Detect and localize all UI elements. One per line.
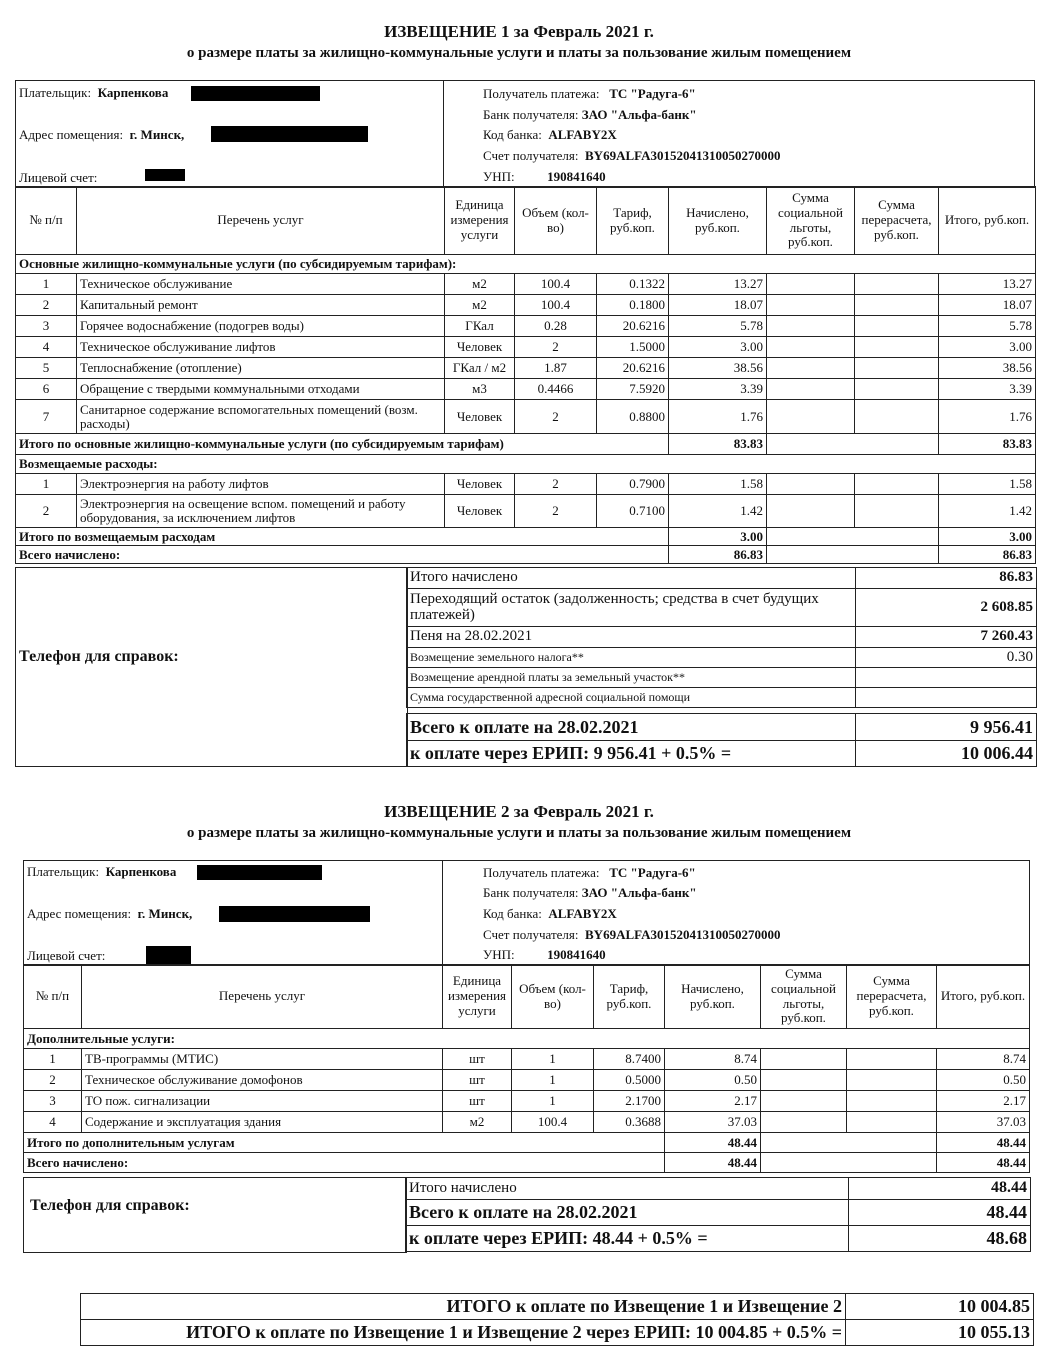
grand-total-row (16, 546, 1036, 564)
service-tariff: 7.5920 (597, 379, 669, 400)
col-header: Начислено, руб.коп. (669, 187, 767, 255)
service-unit: шт (443, 1070, 512, 1091)
service-tariff: 0.5000 (594, 1070, 665, 1091)
service-row (16, 316, 1036, 337)
erip-due-label: к оплате через ЕРИП: 48.44 + 0.5% = (406, 1226, 849, 1252)
col-header: Тариф, руб.коп. (594, 965, 665, 1029)
summary-label: Сумма государственной адресной социальной помощи (407, 688, 856, 708)
recipient-field: Получатель платежа: ТС "Радуга-6" (483, 86, 696, 101)
grand-total-row (24, 1153, 1030, 1173)
row-number: 1 (16, 274, 77, 295)
subtotal-accrued: 48.44 (665, 1133, 761, 1153)
summary-value: 48.44 (849, 1178, 1031, 1200)
service-total: 3.39 (939, 379, 1036, 400)
col-header: Единица измерения услуги (445, 187, 515, 255)
col-header: № п/п (24, 965, 82, 1029)
col-header: Сумма социальной льготы, руб.коп. (761, 965, 847, 1029)
row-number: 3 (24, 1091, 82, 1112)
service-total: 13.27 (939, 274, 1036, 295)
grand-total-value: 48.44 (937, 1153, 1030, 1173)
notice1-title: ИЗВЕЩЕНИЕ 1 за Февраль 2021 г. (384, 22, 654, 41)
subtotal-total: 83.83 (939, 434, 1036, 455)
service-row (16, 274, 1036, 295)
summary-value: 7 260.43 (856, 627, 1037, 648)
service-volume: 1.87 (515, 358, 597, 379)
row-number: 2 (16, 495, 77, 528)
phone-label: Телефон для справок: (19, 648, 179, 665)
service-name: Техническое обслуживание домофонов (82, 1070, 443, 1091)
combined-erip-label: ИТОГО к оплате по Извещение 1 и Извещение 2 через ЕРИП: 10 004.85 + 0.5% = (81, 1320, 846, 1346)
service-accrued: 3.39 (669, 379, 767, 400)
subtotal-row (24, 1133, 1030, 1153)
service-accrued: 13.27 (669, 274, 767, 295)
total-due-value: 48.44 (849, 1200, 1031, 1226)
bank-field: Банк получателя: ЗАО "Альфа-банк" (483, 885, 697, 900)
service-total: 38.56 (939, 358, 1036, 379)
notice2-subtitle: о размере платы за жилищно-коммунальные услуги и платы за пользование жилым помещением (186, 825, 852, 841)
service-name: ТВ-программы (МТИС) (82, 1049, 443, 1070)
subtotal-row (16, 528, 1036, 546)
service-accrued: 0.50 (665, 1070, 761, 1091)
service-accrued: 5.78 (669, 316, 767, 337)
service-unit: Человек (445, 474, 515, 495)
service-accrued: 37.03 (665, 1112, 761, 1133)
redacted-address (219, 906, 370, 922)
notice1-services-table (15, 186, 1036, 564)
table-header-row (24, 965, 1030, 1029)
col-header: Перечень услуг (82, 965, 443, 1029)
service-name: Теплоснабжение (отопление) (77, 358, 445, 379)
service-tariff: 0.7900 (597, 474, 669, 495)
service-name: Электроэнергия на работу лифтов (77, 474, 445, 495)
service-unit: Человек (445, 337, 515, 358)
service-row (16, 400, 1036, 434)
row-number: 4 (24, 1112, 82, 1133)
service-unit: ГКал (445, 316, 515, 337)
grand-total-accrued: 86.83 (669, 546, 767, 564)
total-due-value: 9 956.41 (856, 714, 1037, 741)
summary-label: Возмещение арендной платы за земельный участок** (407, 668, 856, 688)
service-total: 0.50 (937, 1070, 1030, 1091)
service-tariff: 0.1800 (597, 295, 669, 316)
service-name: Санитарное содержание вспомогательных помещений (возм. расходы) (77, 400, 445, 434)
bank-field: Банк получателя: ЗАО "Альфа-банк" (483, 107, 697, 122)
summary-label: Итого начислено (406, 1178, 849, 1200)
service-total: 18.07 (939, 295, 1036, 316)
notice1-header-divider (443, 80, 444, 186)
unp-field: УНП: 190841640 (483, 947, 606, 962)
notice2-header-divider (442, 860, 443, 964)
service-row (24, 1049, 1030, 1070)
service-name: Техническое обслуживание лифтов (77, 337, 445, 358)
bank-code-field: Код банка: ALFABY2X (483, 127, 617, 142)
redacted-address (211, 126, 368, 142)
service-volume: 1 (512, 1091, 594, 1112)
service-tariff: 1.5000 (597, 337, 669, 358)
table-header-row (16, 187, 1036, 255)
service-row (16, 379, 1036, 400)
service-volume: 2 (515, 400, 597, 434)
row-number: 1 (24, 1049, 82, 1070)
subtotal-label: Итого по дополнительным услугам (24, 1133, 665, 1153)
service-tariff: 8.7400 (594, 1049, 665, 1070)
service-tariff: 0.1322 (597, 274, 669, 295)
service-volume: 100.4 (515, 295, 597, 316)
payer-field: Плательщик: Карпенкова (19, 85, 169, 100)
service-volume: 0.4466 (515, 379, 597, 400)
summary-label: Пеня на 28.02.2021 (407, 627, 856, 648)
service-unit: шт (443, 1091, 512, 1112)
notice1-payment-table (406, 713, 1037, 767)
service-name: Электроэнергия на освещение вспом. помещений и работу оборудования, за исключением лифтов (77, 495, 445, 528)
service-tariff: 0.8800 (597, 400, 669, 434)
total-due-label: Всего к оплате на 28.02.2021 (406, 1200, 849, 1226)
service-accrued: 1.76 (669, 400, 767, 434)
section-heading: Основные жилищно-коммунальные услуги (по субсидируемым тарифам): (16, 255, 1036, 274)
service-total: 8.74 (937, 1049, 1030, 1070)
combined-totals-table (80, 1293, 1034, 1346)
col-header: Итого, руб.коп. (937, 965, 1030, 1029)
service-accrued: 1.58 (669, 474, 767, 495)
col-header: Сумма социальной льготы, руб.коп. (767, 187, 855, 255)
service-tariff: 20.6216 (597, 358, 669, 379)
service-accrued: 38.56 (669, 358, 767, 379)
row-number: 5 (16, 358, 77, 379)
subtotal-label: Итого по возмещаемым расходам (16, 528, 669, 546)
service-accrued: 1.42 (669, 495, 767, 528)
address-field: Адрес помещения: г. Минск, (19, 127, 185, 142)
row-number: 3 (16, 316, 77, 337)
service-tariff: 0.3688 (594, 1112, 665, 1133)
service-total: 1.58 (939, 474, 1036, 495)
service-name: Капитальный ремонт (77, 295, 445, 316)
service-name: Обращение с твердыми коммунальными отходами (77, 379, 445, 400)
service-accrued: 3.00 (669, 337, 767, 358)
summary-value: 86.83 (856, 568, 1037, 589)
grand-total-value: 86.83 (939, 546, 1036, 564)
service-name: Техническое обслуживание (77, 274, 445, 295)
summary-label: Возмещение земельного налога** (407, 648, 856, 668)
service-volume: 2 (515, 474, 597, 495)
service-row (16, 358, 1036, 379)
service-row (24, 1070, 1030, 1091)
summary-value: 0.30 (856, 648, 1037, 668)
subtotal-total: 3.00 (939, 528, 1036, 546)
row-number: 4 (16, 337, 77, 358)
account-field: Лицевой счет: (19, 170, 98, 185)
service-tariff: 0.7100 (597, 495, 669, 528)
section-heading: Дополнительные услуги: (24, 1029, 1030, 1049)
subtotal-row (16, 434, 1036, 455)
service-accrued: 8.74 (665, 1049, 761, 1070)
grand-total-label: Всего начислено: (16, 546, 669, 564)
subtotal-label: Итого по основные жилищно-коммунальные услуги (по субсидируемым тарифам) (16, 434, 669, 455)
summary-value (856, 668, 1037, 688)
service-total: 1.42 (939, 495, 1036, 528)
combined-erip-value: 10 055.13 (846, 1320, 1034, 1346)
notice2-title: ИЗВЕЩЕНИЕ 2 за Февраль 2021 г. (384, 802, 654, 821)
summary-label: Итого начислено (407, 568, 856, 589)
col-header: Сумма перерасчета, руб.коп. (855, 187, 939, 255)
service-row (16, 295, 1036, 316)
col-header: Итого, руб.коп. (939, 187, 1036, 255)
service-volume: 100.4 (512, 1112, 594, 1133)
service-volume: 1 (512, 1049, 594, 1070)
service-volume: 1 (512, 1070, 594, 1091)
service-row (24, 1091, 1030, 1112)
service-total: 3.00 (939, 337, 1036, 358)
summary-label: Переходящий остаток (задолженность; средства в счет будущих платежей) (407, 589, 856, 627)
redacted-account (146, 946, 191, 964)
service-accrued: 2.17 (665, 1091, 761, 1112)
notice1-summary-table (406, 567, 1037, 708)
notice2-services-table (23, 964, 1030, 1173)
row-number: 7 (16, 400, 77, 434)
service-unit: Человек (445, 495, 515, 528)
service-tariff: 20.6216 (597, 316, 669, 337)
grand-total-label: Всего начислено: (24, 1153, 665, 1173)
service-tariff: 2.1700 (594, 1091, 665, 1112)
phone-box (15, 567, 408, 767)
combined-total-value: 10 004.85 (846, 1294, 1034, 1320)
erip-due-label: к оплате через ЕРИП: 9 956.41 + 0.5% = (407, 741, 856, 767)
address-field: Адрес помещения: г. Минск, (27, 906, 193, 921)
col-header: Перечень услуг (77, 187, 445, 255)
subtotal-total: 48.44 (937, 1133, 1030, 1153)
col-header: Сумма перерасчета, руб.коп. (847, 965, 937, 1029)
subtotal-accrued: 3.00 (669, 528, 767, 546)
service-unit: м2 (445, 295, 515, 316)
total-due-label: Всего к оплате на 28.02.2021 (407, 714, 856, 741)
row-number: 6 (16, 379, 77, 400)
service-total: 37.03 (937, 1112, 1030, 1133)
service-row (16, 474, 1036, 495)
service-total: 2.17 (937, 1091, 1030, 1112)
col-header: Единица измерения услуги (443, 965, 512, 1029)
notice2-summary-table (405, 1177, 1031, 1252)
summary-value: 2 608.85 (856, 589, 1037, 627)
row-number: 1 (16, 474, 77, 495)
notice1-subtitle: о размере платы за жилищно-коммунальные услуги и платы за пользование жилым помещением (186, 45, 852, 61)
phone-label: Телефон для справок: (30, 1197, 190, 1214)
service-name: ТО пож. сигнализации (82, 1091, 443, 1112)
service-row (24, 1112, 1030, 1133)
subtotal-accrued: 83.83 (669, 434, 767, 455)
combined-total-label: ИТОГО к оплате по Извещение 1 и Извещение 2 (81, 1294, 846, 1320)
service-volume: 100.4 (515, 274, 597, 295)
service-volume: 2 (515, 337, 597, 358)
service-total: 5.78 (939, 316, 1036, 337)
recipient-field: Получатель платежа: ТС "Радуга-6" (483, 865, 696, 880)
service-unit: м2 (443, 1112, 512, 1133)
service-total: 1.76 (939, 400, 1036, 434)
section-heading: Возмещаемые расходы: (16, 455, 1036, 474)
col-header: № п/п (16, 187, 77, 255)
service-unit: м2 (445, 274, 515, 295)
redacted-account (145, 169, 185, 181)
service-unit: ГКал / м2 (445, 358, 515, 379)
service-row (16, 495, 1036, 528)
unp-field: УНП: 190841640 (483, 169, 606, 184)
col-header: Объем (кол-во) (515, 187, 597, 255)
erip-due-value: 10 006.44 (856, 741, 1037, 767)
erip-due-value: 48.68 (849, 1226, 1031, 1252)
service-volume: 2 (515, 495, 597, 528)
bank-code-field: Код банка: ALFABY2X (483, 906, 617, 921)
service-unit: м3 (445, 379, 515, 400)
phone-box (23, 1177, 407, 1253)
col-header: Объем (кол-во) (512, 965, 594, 1029)
account-number-field: Счет получателя: BY69ALFA30152041310050270000 (483, 148, 781, 163)
service-name: Содержание и эксплуатация здания (82, 1112, 443, 1133)
col-header: Тариф, руб.коп. (597, 187, 669, 255)
service-row (16, 337, 1036, 358)
col-header: Начислено, руб.коп. (665, 965, 761, 1029)
redacted-payer (197, 865, 322, 880)
row-number: 2 (16, 295, 77, 316)
summary-value (856, 688, 1037, 708)
row-number: 2 (24, 1070, 82, 1091)
grand-total-accrued: 48.44 (665, 1153, 761, 1173)
redacted-payer (191, 86, 320, 101)
account-field: Лицевой счет: (27, 948, 106, 963)
service-accrued: 18.07 (669, 295, 767, 316)
account-number-field: Счет получателя: BY69ALFA30152041310050270000 (483, 927, 781, 942)
service-unit: шт (443, 1049, 512, 1070)
payer-field: Плательщик: Карпенкова (27, 864, 177, 879)
service-unit: Человек (445, 400, 515, 434)
service-volume: 0.28 (515, 316, 597, 337)
service-name: Горячее водоснабжение (подогрев воды) (77, 316, 445, 337)
